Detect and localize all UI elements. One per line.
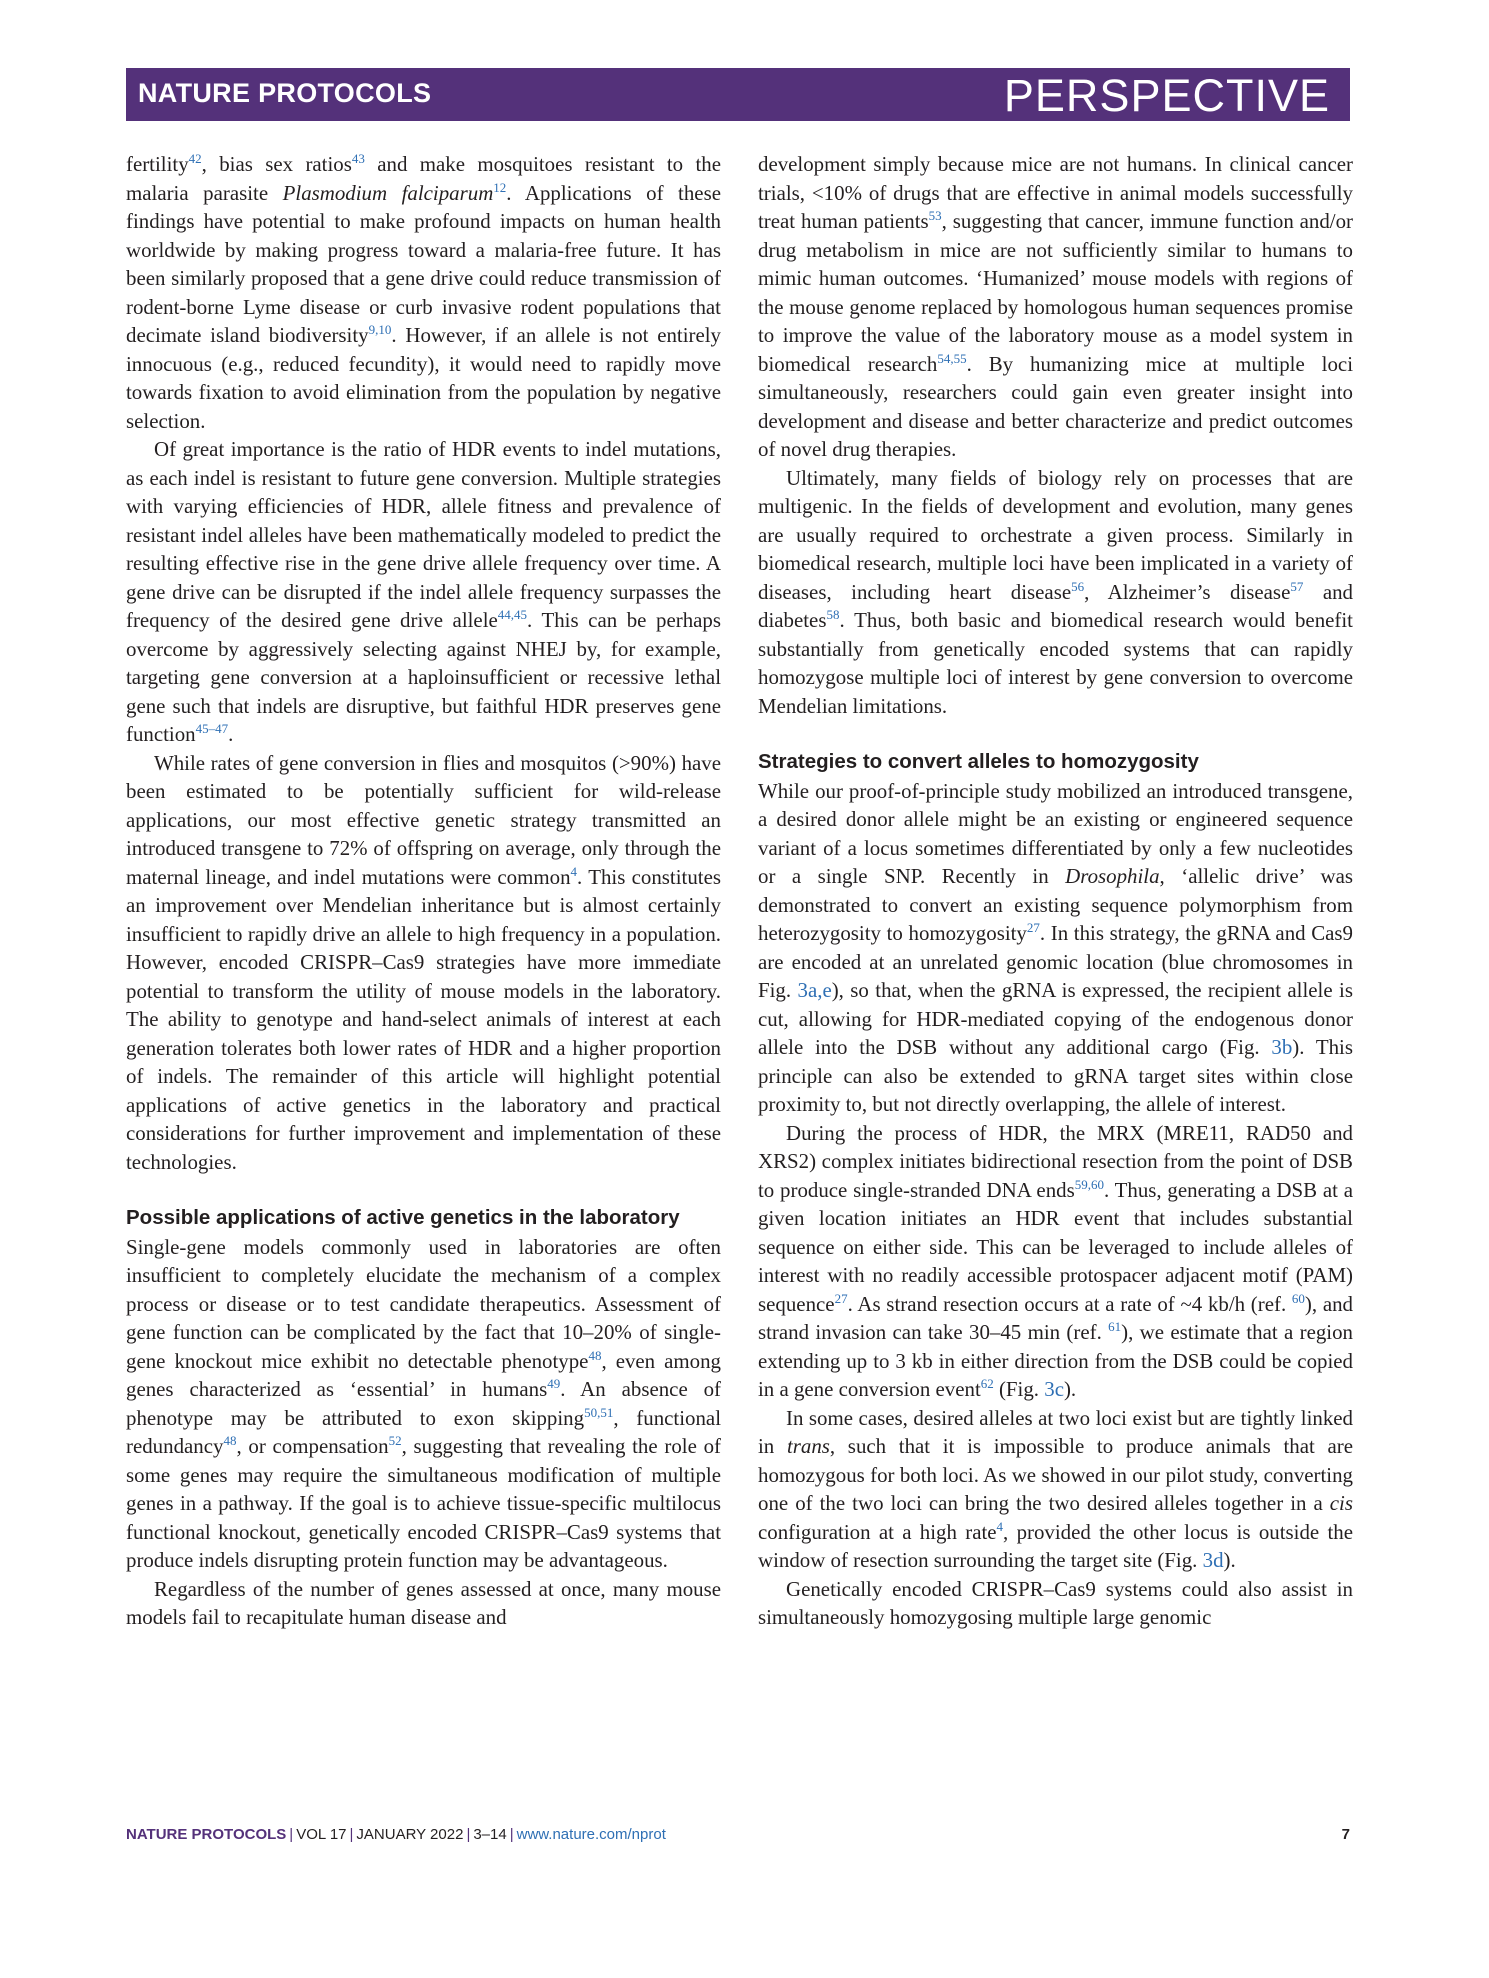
- journal-url-link[interactable]: www.nature.com/nprot: [516, 1826, 666, 1843]
- citation-link[interactable]: 59,60: [1074, 1176, 1104, 1192]
- paragraph: development simply because mice are not humans. In clinical cancer trials, <10% of drugs that are effective in animal models successfully treat human patients$^{53}$, suggesting that cancer, immune function and/or drug metabolism in mice are not sufficiently similar to humans to mimic human outcomes. ‘Humanized’ mouse models with regions of the mouse genome replaced by homologous human sequences promise to improve the value of the laboratory mouse as a model system in biomedical research$^{54,55}$. By humanizing mice at multiple loci simultaneously, researchers could gain even greater insight into development and disease and better characterize and predict outcomes of novel drug therapies.: [758, 152, 1353, 461]
- paragraph: fertility$^{42}$, bias sex ratios$^{43}$ and make mosquitoes resistant to the malaria parasite Plasmodium falciparum$^{12}$. Applications of these findings have potential to make profound impacts on human health worldwide by making progress toward a malaria-free future. It has been similarly proposed that a gene drive could reduce transmission of rodent-borne Lyme disease or curb invasive rodent populations that decimate island biodiversity$^{9,10}$. However, if an allele is not entirely innocuous (e.g., reduced fecundity), it would need to rapidly move towards fixation to avoid elimination from the population by negative selection.: [126, 151, 722, 433]
- footer-journal: NATURE PROTOCOLS: [126, 1826, 287, 1843]
- citation-link[interactable]: 42: [188, 151, 202, 166]
- paragraph: Of great importance is the ratio of HDR events to indel mutations, as each indel is resistant to future gene conversion. Multiple strategies with varying efficiencies of HDR, allele fitness and prevalence of resistant indel alleles have been mathematically modeled to predict the resulting effective rise in the gene drive allele frequency over time. A gene drive can be disrupted if the indel allele frequency surpasses the frequency of the desired gene drive allele$^{44,45}$. This can be perhaps overcome by aggressively selecting against NHEJ by, for example, targeting gene conversion at a haploinsufficient or recessive lethal gene such that indels are disruptive, but faithful HDR preserves gene function$^{45-47}$.: [126, 437, 721, 746]
- paragraph: Ultimately, many fields of biology rely on processes that are multigenic. In the fields of development and evolution, many genes are usually required to orchestrate a given process. Similarly in biomedical research, multiple loci have been implicated in a variety of diseases, including heart disease$^{56}$, Alzheimer’s disease$^{57}$ and diabetes$^{58}$. Thus, both basic and biomedical research would benefit substantially from genetically encoded systems that can rapidly homozygose multiple loci of interest by gene conversion to overcome Mendelian limitations.: [758, 465, 1353, 718]
- citation-link[interactable]: 52: [388, 1433, 402, 1448]
- citation-link[interactable]: 60: [1291, 1290, 1305, 1306]
- citation-link[interactable]: 54,55: [937, 350, 967, 366]
- citation-link[interactable]: 57: [1290, 578, 1304, 594]
- paragraph: During the process of HDR, the MRX (MRE11, RAD50 and XRS2) complex initiates bidirectional resection from the point of DSB to produce single-stranded DNA ends$^{59,60}$. Thus, generating a DSB at a given location initiates an HDR event that includes substantial sequence on either side. This can be leveraged to include alleles of interest with no readily accessible protospacer adjacent motif (PAM) sequence$^{27}$. As strand resection occurs at a rate of ~4 kb/h (ref. $^{60}$), and strand invasion can take 30–45 min (ref. $^{61}$), we estimate that a region extending up to 3 kb in either direction from the DSB could be copied in a gene conversion event$^{62}$ (Fig. 3c).: [758, 1120, 1354, 1401]
- figure-link[interactable]: 3b: [1271, 1035, 1293, 1059]
- citation-link[interactable]: 62: [980, 1376, 994, 1391]
- citation-link[interactable]: 45–47: [195, 721, 229, 736]
- citation-link[interactable]: 4: [570, 863, 578, 879]
- footer-date: JANUARY 2022: [356, 1826, 464, 1843]
- section-heading: Strategies to convert alleles to homozygosity: [758, 750, 1199, 773]
- paragraph: Genetically encoded CRISPR–Cas9 systems could also assist in simultaneously homozygosing multiple large genomic: [758, 1576, 1353, 1629]
- figure-link[interactable]: 3a,e: [797, 978, 832, 1002]
- citation-link[interactable]: 61: [1108, 1319, 1122, 1334]
- citation-link[interactable]: 9,10: [368, 322, 392, 337]
- paragraph: In some cases, desired alleles at two loci exist but are tightly linked in trans, such that it is impossible to produce animals that are homozygous for both loci. As we showed in our pilot study, converting one of the two loci can bring the two desired alleles together in a cis configuration at a high rate$^4$, provided the other locus is outside the window of resection surrounding the target site (Fig. 3d).: [758, 1405, 1353, 1572]
- citation-link[interactable]: 27: [1026, 920, 1040, 935]
- citation-link[interactable]: 27: [834, 1290, 848, 1306]
- paragraph: While our proof-of-principle study mobilized an introduced transgene, a desired donor allele might be an existing or engineered sequence variant of a locus sometimes differentiated by only a few nucleotides or a single SNP. Recently in Drosophila, ‘allelic drive’ was demonstrated to convert an existing sequence polymorphism from heterozygosity to homozygosity$^{27}$. In this strategy, the gRNA and Cas9 are encoded at an unrelated genomic location (blue chromosomes in Fig. 3a,e), so that, when the gRNA is expressed, the recipient allele is cut, allowing for HDR-mediated copying of the endogenous donor allele into the DSB without any additional cargo (Fig. 3b). This principle can also be extended to gRNA target sites within close proximity to, but not directly overlapping, the allele of interest.: [758, 778, 1353, 1116]
- page-number: 7: [1341, 1826, 1350, 1843]
- footer-pages: 3–14: [473, 1826, 507, 1843]
- citation-link[interactable]: 56: [1071, 578, 1085, 594]
- section-heading: Possible applications of active genetics in the laboratory: [126, 1206, 680, 1229]
- right-column: [758, 150, 1353, 1632]
- citation-link[interactable]: 44,45: [497, 607, 528, 622]
- figure-link[interactable]: 3c: [1044, 1377, 1064, 1401]
- footer-volume: VOL 17: [296, 1826, 347, 1843]
- citation-link[interactable]: 4: [996, 1518, 1004, 1534]
- paragraph: While rates of gene conversion in flies and mosquitos (>90%) have been estimated to be potentially sufficient for wild-release applications, our most effective genetic strategy transmitted an introduced transgene to 72% of offspring on average, only through the maternal lineage, and indel mutations were common$^4$. This constitutes an improvement over Mendelian inheritance but is almost certainly insufficient to rapidly drive an allele to high frequency in a population. However, encoded CRISPR–Cas9 strategies have more immediate potential to transform the utility of mouse models in the laboratory. The ability to genotype and hand-select animals of interest at each generation tolerates both lower rates of HDR and a higher proportion of indels. The remainder of this article will highlight potential applications of active genetics in the laboratory and practical considerations for further improvement and implementation of these technologies.: [126, 750, 721, 1174]
- figure-link[interactable]: 3d: [1202, 1548, 1224, 1572]
- page-footer: NATURE PROTOCOLS | VOL 17 | JANUARY 2022 | 3–14 | www.nature.com/nprot 7: [126, 1826, 1350, 1843]
- citation-link[interactable]: 58: [826, 607, 840, 622]
- left-column: [126, 150, 721, 1632]
- journal-name: NATURE PROTOCOLS: [138, 78, 432, 108]
- citation-link[interactable]: 49: [547, 1376, 561, 1391]
- citation-link[interactable]: 12: [493, 179, 507, 195]
- citation-link[interactable]: 43: [351, 151, 365, 166]
- journal-banner: [126, 68, 1350, 121]
- citation-link[interactable]: 48: [223, 1433, 237, 1448]
- citation-link[interactable]: 48: [588, 1347, 602, 1363]
- citation-link[interactable]: 53: [928, 208, 942, 223]
- paragraph: Single-gene models commonly used in laboratories are often insufficient to completely elucidate the mechanism of a complex process or disease or to test candidate therapeutics. Assessment of gene function can be complicated by the fact that 10–20% of single-gene knockout mice exhibit no detectable phenotype$^{48}$, even among genes characterized as ‘essential’ in humans$^{49}$. An absence of phenotype may be attributed to exon skipping$^{50,51}$, functional redundancy$^{48}$, or compensation$^{52}$, suggesting that revealing the role of some genes may require the simultaneous modification of multiple genes in a pathway. If the goal is to achieve tissue-specific multilocus functional knockout, genetically encoded CRISPR–Cas9 systems that produce indels disrupting protein function may be advantageous.: [126, 1234, 721, 1572]
- paragraph: Regardless of the number of genes assessed at once, many mouse models fail to recapitulate human disease and: [126, 1576, 721, 1629]
- citation-link[interactable]: 50,51: [584, 1404, 614, 1420]
- section-label: PERSPECTIVE: [1003, 70, 1330, 121]
